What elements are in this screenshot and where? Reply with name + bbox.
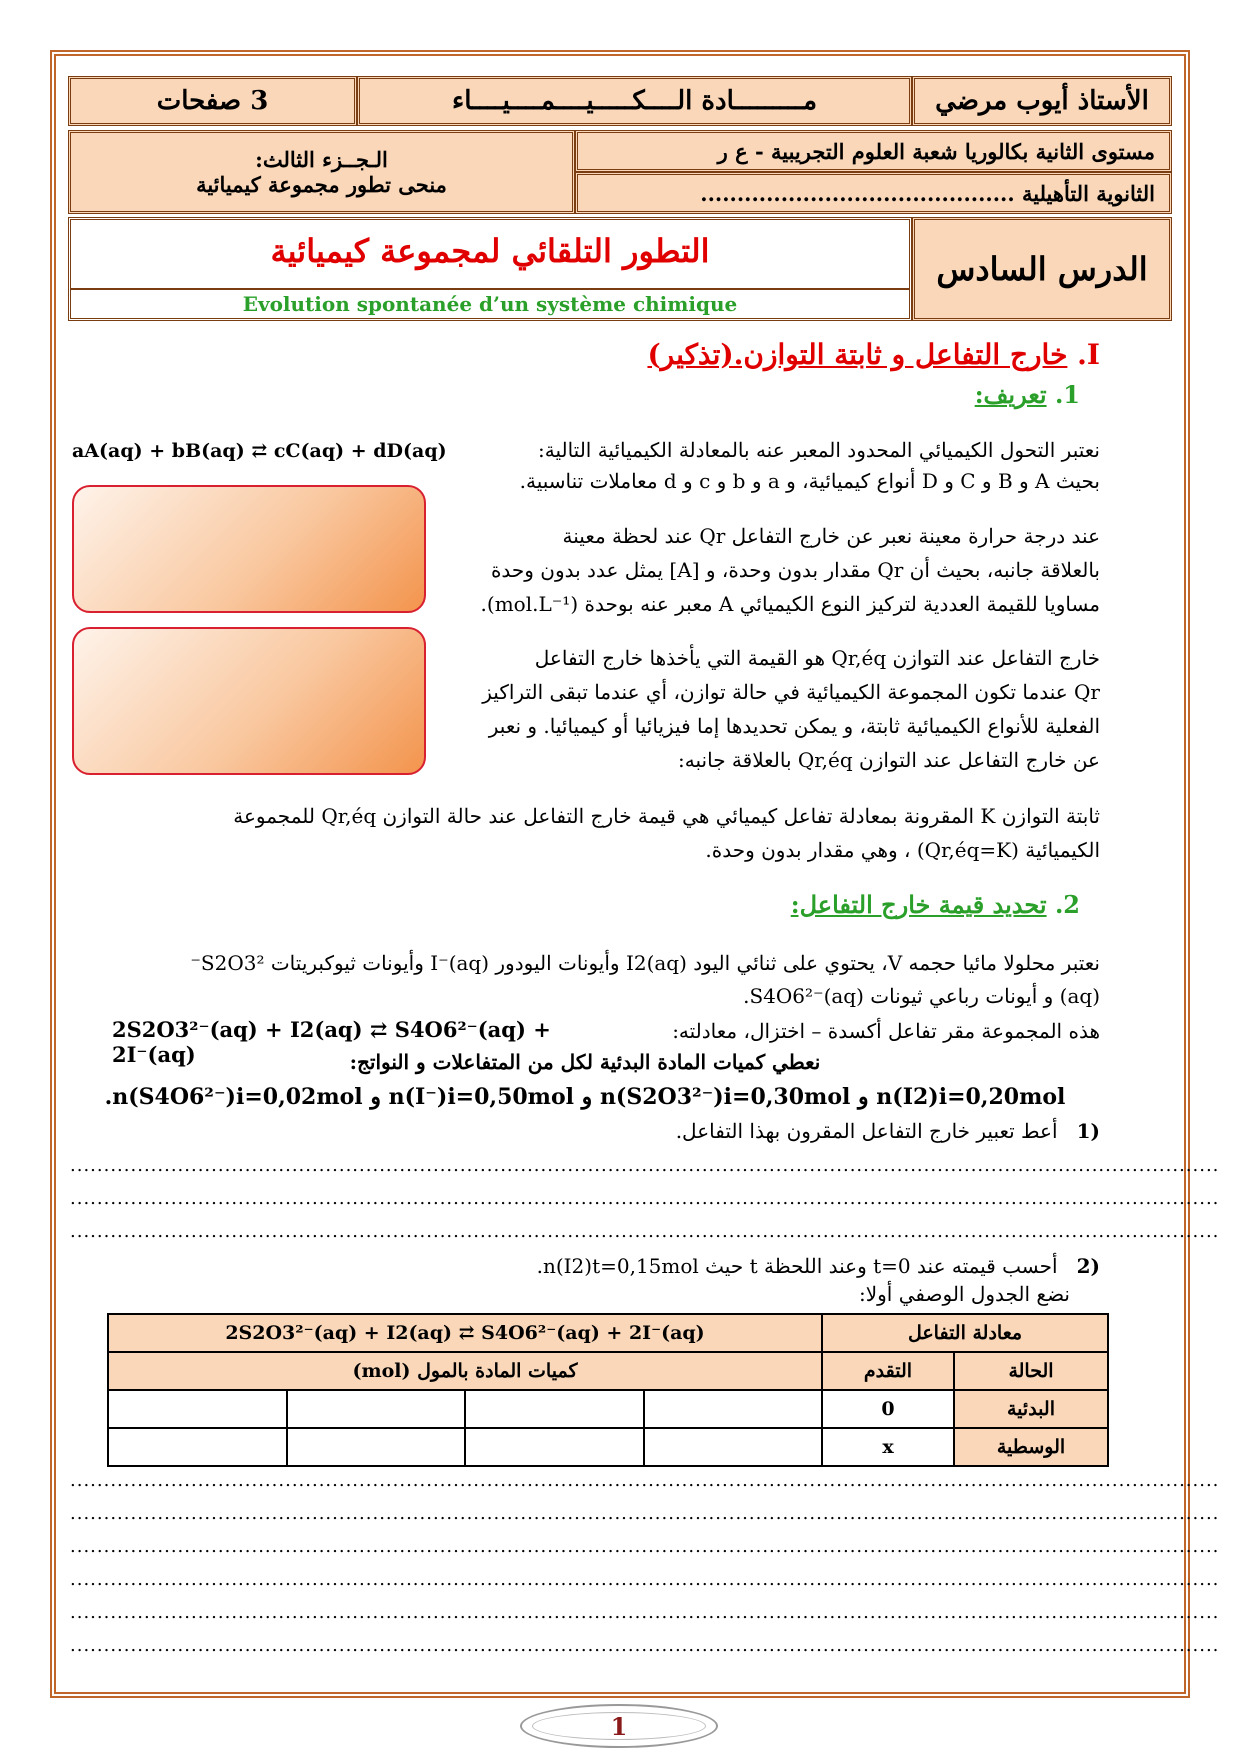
teacher-name: الأستاذ أيوب مرضي [912, 76, 1172, 126]
p4-line2: الكيميائية (Qr,éq=K) ، وهي مقدار بدون وحدة. [705, 838, 1100, 862]
answer-line[interactable]: ........................................................................................................................................................................... [70, 1188, 1220, 1209]
subsection-1-num: 1. [1054, 380, 1080, 409]
p5-line1: نعتبر محلولا مائيا حجمه V، يحتوي على ثنائي اليود I2(aq) وأيونات اليودور I⁻(aq) وأيونات ثيوكبريتات S2O3²⁻ [190, 951, 1100, 975]
subsection-1-text: تعريف: [974, 380, 1047, 409]
table-cell[interactable] [465, 1390, 643, 1428]
qr-formula-box [72, 485, 426, 613]
table-col-progress: التقدم [822, 1352, 954, 1390]
answer-line[interactable]: ........................................................................................................................................................................... [70, 1155, 1220, 1176]
answer-line[interactable]: ........................................................................................................................................................................... [70, 1569, 1220, 1590]
table-equation: 2S2O3²⁻(aq) + I2(aq) ⇄ S4O6²⁻(aq) + 2I⁻(aq) [108, 1314, 822, 1352]
answer-line[interactable]: ........................................................................................................................................................................... [70, 1635, 1220, 1656]
p1-line1: نعتبر التحول الكيميائي المحدود المعبر عنه بالمعادلة الكيميائية التالية: [537, 438, 1100, 462]
lesson-number: الدرس السادس [912, 217, 1172, 321]
question-2-num: (2 [1076, 1254, 1100, 1278]
answer-line[interactable]: ........................................................................................................................................................................... [70, 1602, 1220, 1623]
subsection-2-text: تحديد قيمة خارج التفاعل: [790, 890, 1047, 919]
qreq-formula-box [72, 627, 426, 775]
p7: نعطي كميات المادة البدئية لكل من المتفاعلات و النواتج: [349, 1050, 821, 1074]
p3-line2: Qr عندما تكون المجموعة الكيميائية في حالة توازن، أي عندما تبقى التراكيز [482, 680, 1100, 704]
lesson-title-fr: Evolution spontanée d’un système chimique [242, 292, 738, 316]
subject-name: مـــــــــادة الــــكـــــيــــمــــيــــاء [357, 76, 912, 126]
table-cell[interactable] [644, 1428, 822, 1466]
initial-amounts: .n(S4O6²⁻)i=0,02mol و n(I⁻)i=0,50mol و n(S2O3²⁻)i=0,30mol و n(I2)i=0,20mol [104, 1084, 1066, 1110]
question-1 [70, 1118, 1100, 1144]
table-row-state: الوسطية [954, 1428, 1108, 1466]
answer-line[interactable]: ........................................................................................................................................................................... [70, 1503, 1220, 1524]
table-row-progress: 0 [822, 1390, 954, 1428]
lesson-title-block [68, 217, 912, 321]
table-equation-label: معادلة التفاعل [822, 1314, 1108, 1352]
part-label: الـجــزء الثالث: [255, 147, 388, 172]
page-count: 3 صفحات [68, 76, 357, 126]
p3-line1: خارج التفاعل عند التوازن Qr,éq هو القيمة التي يأخذها خارج التفاعل [534, 646, 1100, 670]
p2-line2: بالعلاقة جانبه، بحيث أن Qr مقدار بدون وحدة، و [A] يمثل عدد بدون وحدة [490, 558, 1100, 582]
p2-line1: عند درجة حرارة معينة نعبر عن خارج التفاعل Qr عند لحظة معينة [562, 524, 1100, 548]
table-cell[interactable] [465, 1428, 643, 1466]
answer-line[interactable]: ........................................................................................................................................................................... [70, 1470, 1220, 1491]
equation-general: aA(aq) + bB(aq) ⇄ cC(aq) + dD(aq) [72, 440, 447, 462]
subsection-1-title [70, 380, 1100, 410]
subsection-2-num: 2. [1054, 890, 1080, 919]
question-1-text: أعط تعبير خارج التفاعل المقرون بهذا التفاعل. [675, 1119, 1058, 1143]
table-col-state: الحالة [954, 1352, 1108, 1390]
lesson-title-ar: التطور التلقائي لمجموعة كيميائية [270, 232, 710, 270]
answer-line[interactable]: ........................................................................................................................................................................... [70, 1221, 1220, 1242]
equation-redox: 2S2O3²⁻(aq) + I2(aq) ⇄ S4O6²⁻(aq) + 2I⁻(aq) [112, 1017, 551, 1067]
table-cell[interactable] [287, 1390, 465, 1428]
table-row-progress: x [822, 1428, 954, 1466]
p3-line3: الفعلية للأنواع الكيميائية ثابتة، و يمكن تحديدها إما فيزيائيا أو كيميائيا. و نعبر [488, 714, 1100, 738]
part-block [68, 130, 575, 214]
question-2 [70, 1253, 1100, 1279]
section-1-text: خارج التفاعل و ثابتة التوازن.(تذكير) [647, 338, 1068, 371]
question-2-text: أحسب قيمته عند t=0 وعند اللحظة t حيث n(I2)t=0,15mol. [536, 1254, 1058, 1278]
part-title: منحى تطور مجموعة كيميائية [196, 172, 447, 197]
p3-line4: عن خارج التفاعل عند التوازن Qr,éq بالعلاقة جانبه: [678, 748, 1100, 772]
question-1-num: (1 [1076, 1119, 1100, 1143]
p4-line1: ثابتة التوازن K المقرونة بمعادلة تفاعل كيميائي هي قيمة خارج التفاعل عند حالة التوازن Qr,éq للمجموعة [233, 804, 1100, 828]
page-number [520, 1704, 718, 1748]
p2-line3: مساويا للقيمة العددية لتركيز النوع الكيميائي A معبر عنه بوحدة (mol.L⁻¹). [480, 592, 1100, 616]
level-label: مستوى الثانية بكالوريا شعبة العلوم التجريبية - ع ر [575, 130, 1172, 172]
p6: هذه المجموعة مقر تفاعل أكسدة – اختزال، معادلته: [672, 1019, 1100, 1043]
subsection-2-title [70, 890, 1100, 920]
school-label: الثانوية التأهيلية ........................................... [575, 172, 1172, 214]
question-2-line2: نضع الجدول الوصفي أولا: [859, 1282, 1070, 1306]
table-cell[interactable] [108, 1390, 287, 1428]
table-row-state: البدئية [954, 1390, 1108, 1428]
p1-line2: بحيث A و B و C و D أنواع كيميائية، و a و b و c و d معاملات تناسبية. [519, 469, 1100, 493]
p5-line2: (aq) و أيونات رباعي ثيونات S4O6²⁻(aq). [743, 984, 1100, 1008]
table-col-amounts: كميات المادة بالمول (mol) [108, 1352, 822, 1390]
table-cell[interactable] [287, 1428, 465, 1466]
section-1-numeral: I. [1077, 338, 1100, 371]
answer-line[interactable]: ........................................................................................................................................................................... [70, 1536, 1220, 1557]
page-number-text: 1 [610, 1711, 628, 1741]
section-1-title [70, 338, 1100, 372]
table-cell[interactable] [644, 1390, 822, 1428]
progress-table [107, 1313, 1109, 1467]
table-cell[interactable] [108, 1428, 287, 1466]
